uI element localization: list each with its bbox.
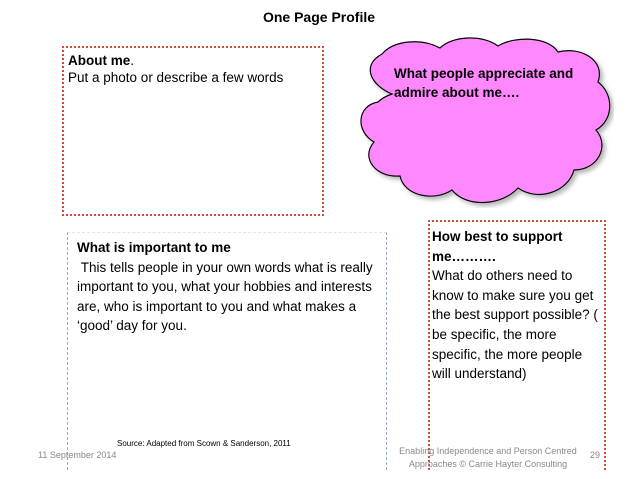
source-citation: Source: Adapted from Scown & Sanderson, 2011	[117, 439, 291, 448]
cloud-text: What people appreciate and admire about me….	[394, 66, 574, 100]
footer-center: Enabling Independence and Person Centred Approaches © Carrie Hayter Consulting	[399, 446, 577, 469]
about-me-heading-suffix: .	[130, 53, 135, 68]
page-title: One Page Profile	[262, 9, 376, 25]
support-text	[432, 227, 604, 384]
about-me-text	[68, 52, 324, 86]
support-heading: How best to support me……….	[432, 229, 563, 264]
page-number: 29	[590, 450, 601, 460]
cloud-shape	[361, 38, 610, 203]
important-body: This tells people in your own words what is really important to you, what your hobbies and interests are, who is important to you and what makes a ‘good’ day for you.	[77, 259, 377, 334]
important-text	[77, 238, 377, 336]
about-me-heading: About me	[68, 53, 131, 68]
support-body: What do others need to know to make sure you get the best support possible? ( be specific, the more specific, the more people will understand)	[432, 268, 598, 382]
thought-cloud	[352, 36, 614, 208]
important-heading: What is important to me	[77, 240, 231, 255]
about-me-body: Put a photo or describe a few words	[68, 70, 284, 85]
footer-date: 11 September 2014	[38, 450, 117, 460]
